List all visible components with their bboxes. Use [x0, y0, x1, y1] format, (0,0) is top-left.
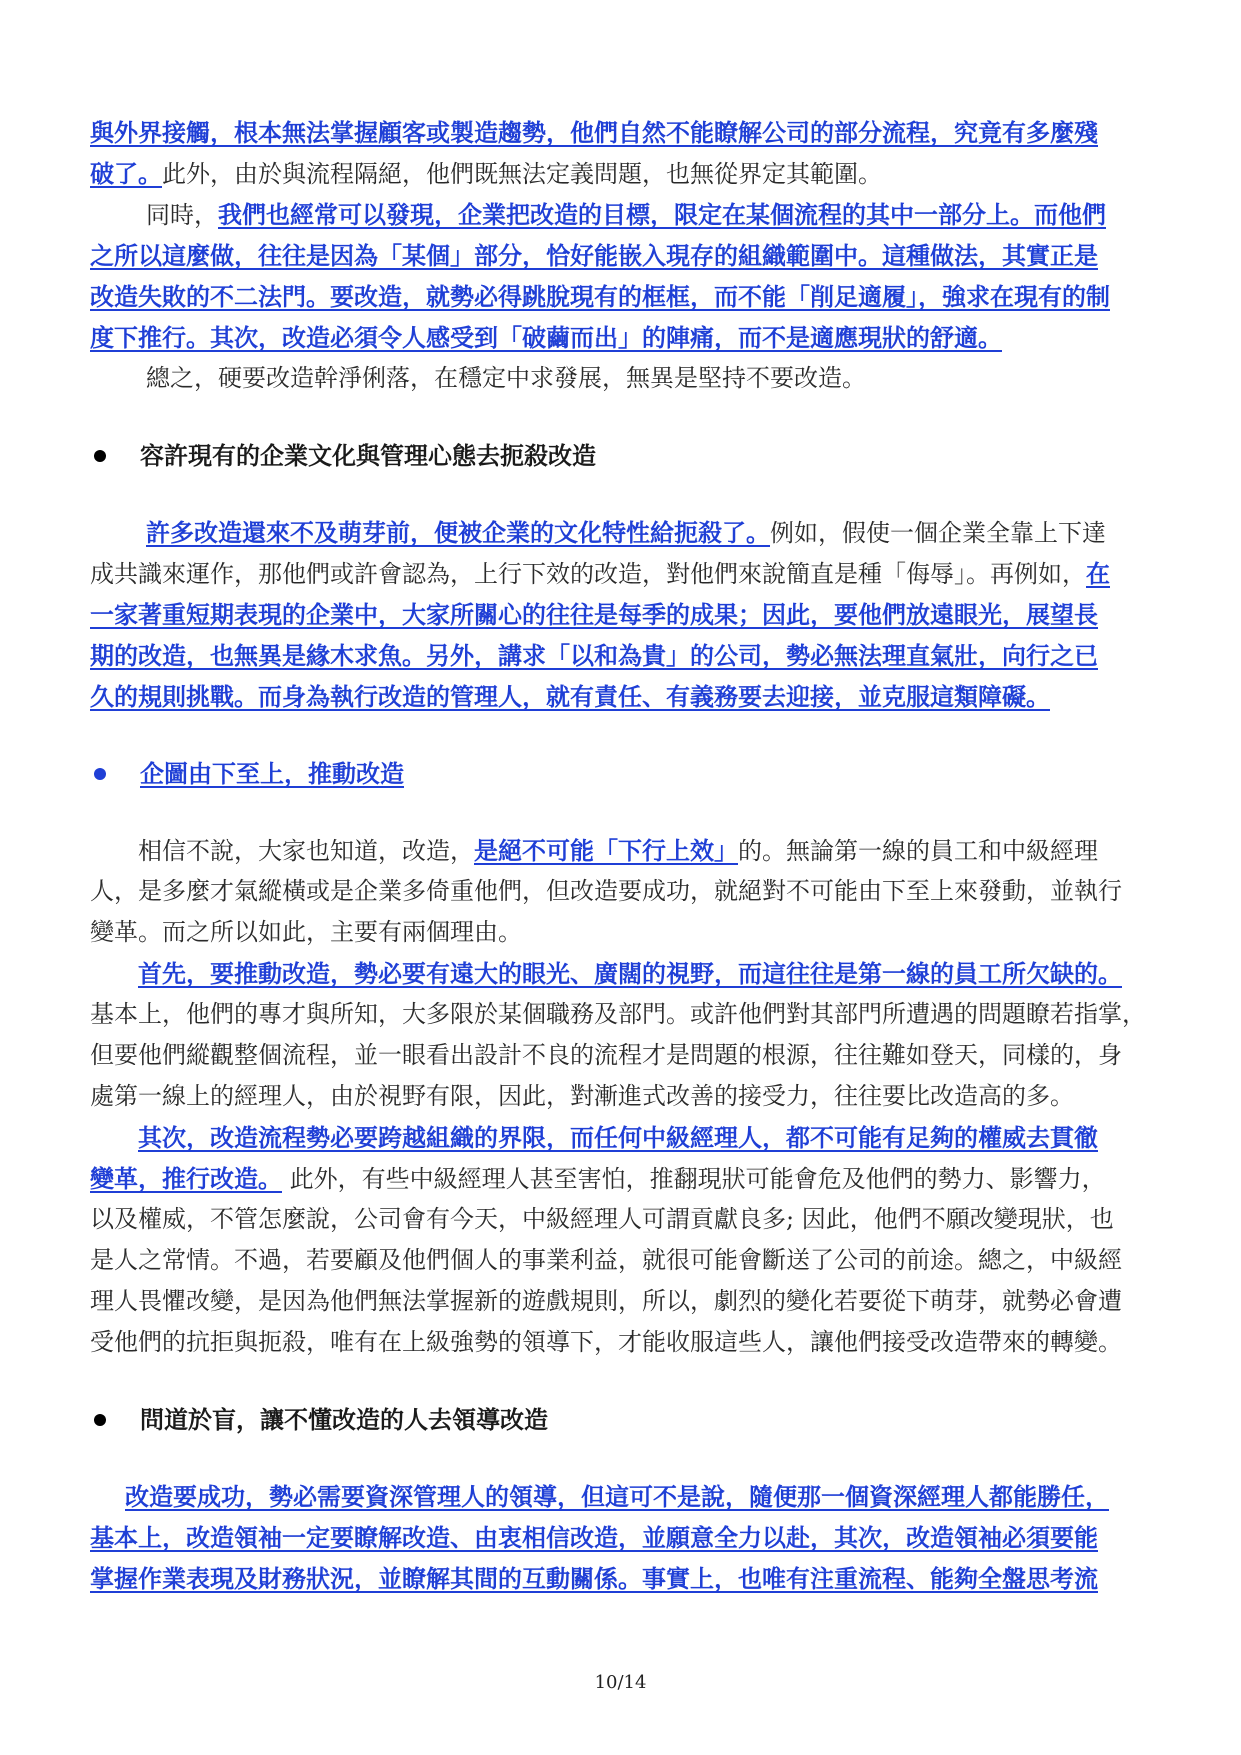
heading-text: 問道於盲，讓不懂改造的人去領導改造: [140, 1405, 548, 1434]
paragraph-3: [90, 358, 1150, 399]
body-text: 但要他們縱觀整個流程，並一眼看出設計不良的流程才是問題的根源，往往難如登天，同樣的，身: [90, 1041, 1122, 1069]
body-text: 此外，有些中級經理人甚至害怕，推翻現狀可能會危及他們的勢力、影響力，: [282, 1165, 1106, 1193]
emphasis-text[interactable]: 其次，改造流程勢必要跨越組織的界限，而任何中級經理人，都不可能有足夠的權威去貫徹: [138, 1123, 1098, 1152]
page-number: 10/14: [594, 1672, 647, 1693]
section-heading-2[interactable]: [90, 753, 1150, 794]
bullet-icon: [94, 1414, 106, 1426]
emphasis-text[interactable]: 一家著重短期表現的企業中，大家所關心的往往是每季的成果；因此，要他們放遠眼光，展望長: [90, 600, 1098, 629]
body-text: 例如，假使一個企業全靠上下達: [770, 519, 1106, 547]
emphasis-text[interactable]: 我們也經常可以發現，企業把改造的目標，限定在某個流程的其中一部分上。而他們: [218, 200, 1106, 229]
body-text: 處第一線上的經理人，由於視野有限，因此，對漸進式改善的接受力，往往要比改造高的多。: [90, 1082, 1074, 1110]
emphasis-text[interactable]: 改造要成功，勢必需要資深管理人的領導，但這可不是說，隨便那一個資深經理人都能勝任，: [125, 1482, 1109, 1511]
emphasis-text[interactable]: 許多改造還來不及萌芽前，便被企業的文化特性給扼殺了。: [146, 518, 770, 547]
emphasis-text[interactable]: 改造失敗的不二法門。要改造，就勢必得跳脫現有的框框，而不能「削足適履」，強求在現有的制: [90, 282, 1110, 311]
paragraph-7: [90, 1117, 1150, 1363]
emphasis-text[interactable]: 首先，要推動改造，勢必要有遠大的眼光、廣闊的視野，而這往往是第一線的員工所欠缺的。: [138, 959, 1122, 988]
body-text: 此外，由於與流程隔絕，他們既無法定義問題，也無從界定其範圍。: [162, 160, 882, 188]
emphasis-text[interactable]: 與外界接觸，根本無法掌握顧客或製造趨勢，他們自然不能瞭解公司的部分流程，究竟有多麼殘: [90, 118, 1098, 147]
emphasis-text[interactable]: 度下推行。其次，改造必須令人感受到「破繭而出」的陣痛，而不是適應現狀的舒適。: [90, 323, 1002, 352]
emphasis-text[interactable]: 是絕不可能「下行上效」: [474, 836, 738, 865]
body-text: 變革。而之所以如此，主要有兩個理由。: [90, 918, 522, 946]
emphasis-text[interactable]: 掌握作業表現及財務狀況，並瞭解其間的互動關係。事實上，也唯有注重流程、能夠全盤思考流: [90, 1564, 1098, 1593]
emphasis-text[interactable]: 久的規則挑戰。而身為執行改造的管理人，就有責任、有義務要去迎接，並克服這類障礙。: [90, 682, 1050, 711]
emphasis-text[interactable]: 基本上，改造領袖一定要瞭解改造、由衷相信改造，並願意全力以赴，其次，改造領袖必須要能: [90, 1523, 1098, 1552]
section-heading-3: [90, 1399, 1150, 1440]
emphasis-text[interactable]: 破了。: [90, 159, 162, 188]
bullet-icon: [94, 768, 106, 780]
body-text: 成共識來運作，那他們或許會認為，上行下效的改造，對他們來說簡直是種「侮辱」。再例如，: [90, 560, 1086, 588]
body-text: 人，是多麼才氣縱橫或是企業多倚重他們，但改造要成功，就絕對不可能由下至上來發動，並執行: [90, 877, 1122, 905]
document-body: [90, 112, 1150, 1599]
body-text: 相信不說，大家也知道，改造，: [138, 837, 474, 865]
paragraph-2: [90, 194, 1150, 358]
body-text: 基本上，他們的專才與所知，大多限於某個職務及部門。或許他們對其部門所遭遇的問題瞭若指掌，: [90, 1000, 1146, 1028]
body-text: 的。無論第一線的員工和中級經理: [738, 837, 1098, 865]
section-heading-1: [90, 435, 1150, 476]
paragraph-8: [90, 1476, 1150, 1599]
paragraph-5: [90, 830, 1150, 953]
body-text: 受他們的抗拒與扼殺，唯有在上級強勢的領導下，才能收服這些人，讓他們接受改造帶來的轉變。: [90, 1328, 1122, 1356]
body-text: 同時，: [146, 201, 218, 229]
paragraph-1: [90, 112, 1150, 194]
bullet-icon: [94, 450, 106, 462]
body-text: 以及權威，不管怎麼說，公司會有今天，中級經理人可謂貢獻良多; 因此，他們不願改變現狀，也: [90, 1205, 1114, 1233]
body-text: 理人畏懼改變，是因為他們無法掌握新的遊戲規則，所以，劇烈的變化若要從下萌芽，就勢必會遭: [90, 1287, 1122, 1315]
paragraph-6: [90, 953, 1150, 1117]
body-text: 總之，硬要改造幹淨俐落，在穩定中求發展，無異是堅持不要改造。: [146, 364, 866, 392]
heading-link[interactable]: 企圖由下至上，推動改造: [140, 759, 404, 788]
emphasis-text[interactable]: 在: [1086, 559, 1110, 588]
emphasis-text[interactable]: 之所以這麼做，往往是因為「某個」部分，恰好能嵌入現存的組織範圍中。這種做法，其實正是: [90, 241, 1098, 270]
heading-text: 容許現有的企業文化與管理心態去扼殺改造: [140, 441, 596, 470]
body-text: 是人之常情。不過，若要顧及他們個人的事業利益，就很可能會斷送了公司的前途。總之，中級經: [90, 1246, 1122, 1274]
paragraph-4: [90, 512, 1150, 717]
emphasis-text[interactable]: 期的改造，也無異是緣木求魚。另外，講求「以和為貴」的公司，勢必無法理直氣壯，向行之已: [90, 641, 1098, 670]
emphasis-text[interactable]: 變革，推行改造。: [90, 1164, 282, 1193]
